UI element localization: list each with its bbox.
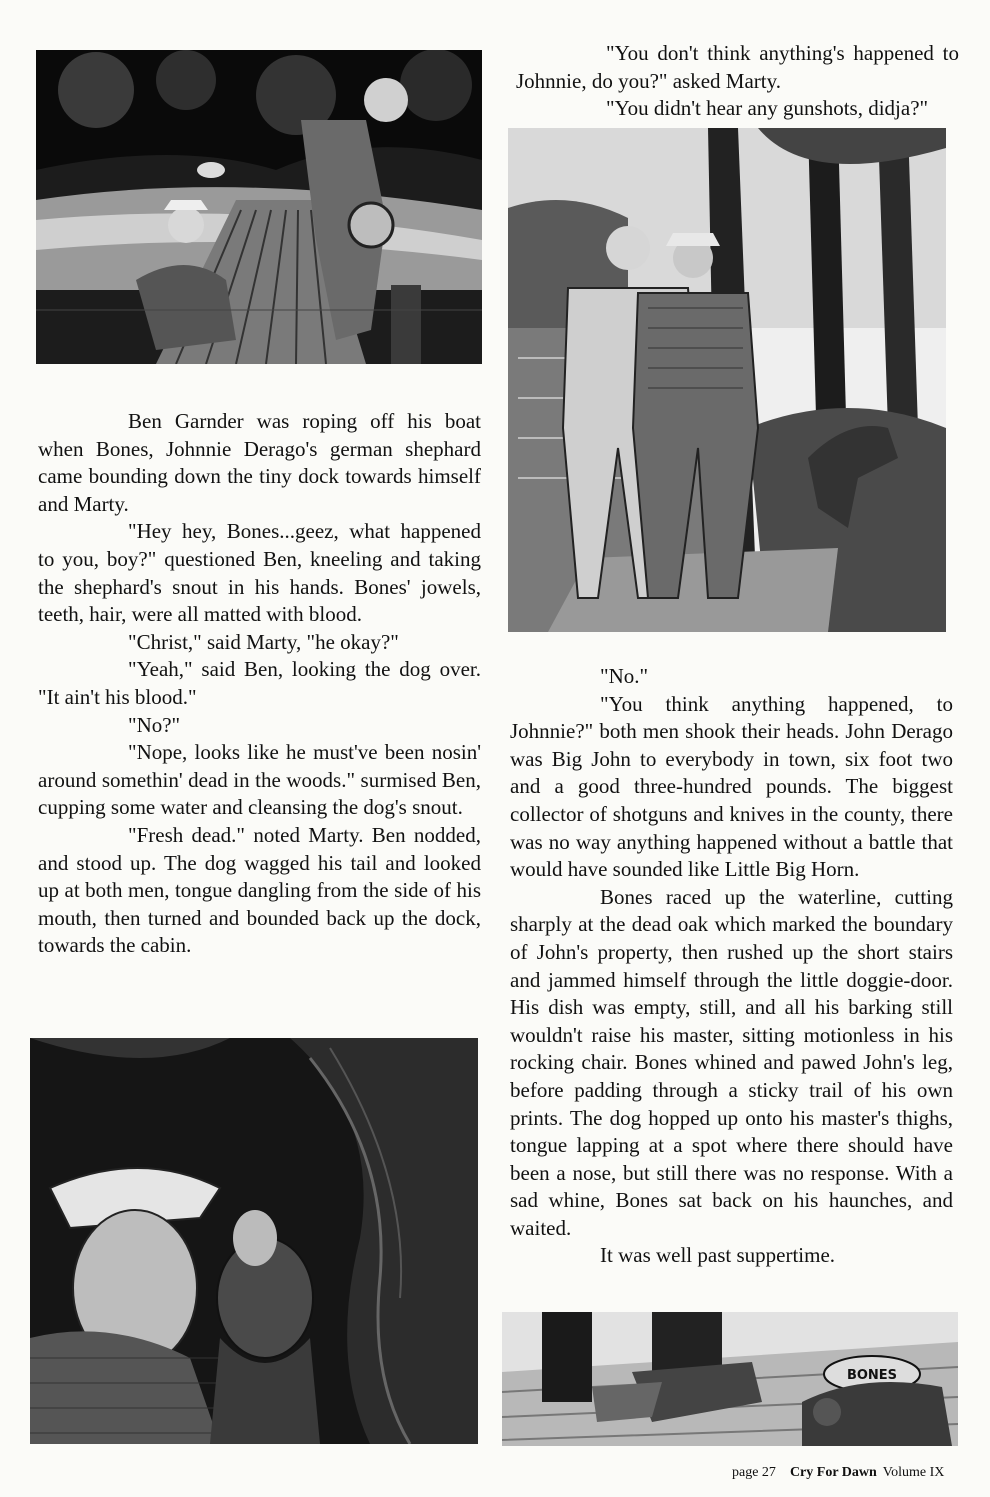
paragraph: "You don't think anything's happened to Johnnie, do you?" asked Marty.: [516, 41, 959, 93]
paragraph: "Fresh dead." noted Marty. Ben nodded, and stood up. The dog wagged his tail and looked up at both men, tongue dangling from the side of his mouth, then turned and bounded back up the dock, towards the cabin.: [38, 822, 481, 958]
paragraph: Bones raced up the waterline, cutting sharply at the dead oak which marked the boundary of John's property, then rushed up the short stairs and jammed himself through the little doggie-door. His dish was empty, still, and all his barking still wouldn't raise his master, sitting motionless in his rocking chair. Bones whined and pawed John's leg, before padding through a sticky trail of his own prints. The dog hopped up onto his master's thighs, tongue lapping at a spot where there should have been a nose, but still there was no response. With a sad whine, Bones sat back on his haunches, and waited.: [510, 884, 953, 1240]
dish-label: BONES: [846, 1368, 898, 1383]
paragraph: "No.": [600, 664, 649, 688]
paragraph: It was well past suppertime.: [600, 1243, 836, 1268]
illustration-closeup-scene: [30, 1038, 478, 1444]
paragraph: "Christ," said Marty, "he okay?": [128, 629, 399, 654]
left-column-text: [38, 408, 481, 960]
paragraph: "Hey hey, Bones...geez, what happened to you, boy?" questioned Ben, kneeling and taking the shephard's snout in his hands. Bones' jowels, teeth, hair, were all matted with blood.: [38, 519, 481, 627]
paragraph: "No?": [128, 712, 181, 737]
right-column-top-text: [516, 40, 959, 123]
magazine-title: Cry For Dawn: [789, 1465, 877, 1480]
paragraph: Ben Garnder was roping off his boat when Bones, Johnnie Derago's german shephard came bounding down the tiny dock towards himself and Marty.: [38, 409, 481, 516]
right-column-bottom-text: [510, 663, 953, 1270]
illustration-dock-scene: [36, 50, 482, 364]
paragraph: "You didn't hear any gunshots, didja?": [606, 96, 929, 121]
paragraph: "You think anything happened, to Johnnie?" both men shook their heads. John Derago was Big John to everybody in town, six foot two and a good three-hundred pounds. The biggest collector of shotguns and knives in the county, there was no way anything happened without a battle that would have sounded like Little Big Horn.: [510, 691, 953, 882]
paragraph: "Nope, looks like he must've been nosin' around somethin' dead in the woods." surmised Ben, cupping some water and cleansing the dog's snout.: [38, 740, 481, 820]
page-number: page 27: [732, 1465, 776, 1480]
volume-label: Volume IX: [882, 1465, 945, 1480]
paragraph: "Yeah," said Ben, looking the dog over. "It ain't his blood.": [38, 657, 481, 709]
page-footer: [732, 1465, 944, 1481]
illustration-shore-scene: [508, 128, 946, 632]
illustration-dish-scene: [502, 1312, 958, 1446]
